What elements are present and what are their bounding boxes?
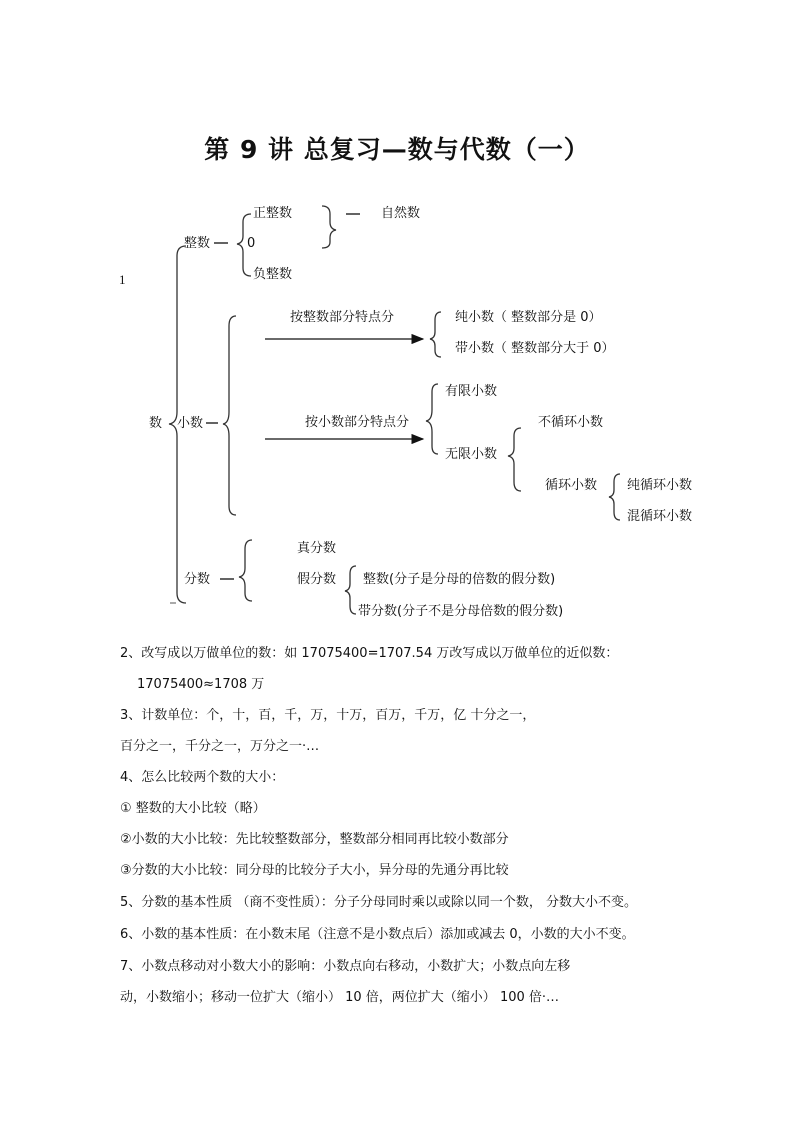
mixed-decimal-label: 带小数（ 整数部分大于 0） xyxy=(455,341,615,356)
natural-number-label: 自然数 xyxy=(381,206,421,221)
paragraph-4-item-1: ① 整数的大小比较（略） xyxy=(120,801,266,816)
repeating-brace xyxy=(609,474,620,520)
pure-decimal-label: 纯小数（ 整数部分是 0） xyxy=(455,310,602,325)
integer-improper-label: 整数(分子是分母的倍数的假分数) xyxy=(363,572,556,587)
paragraph-2: 2、改写成以万做单位的数：如 17075400=1707.54 万改写成以万做单位的近似数： xyxy=(120,646,619,661)
non-repeating-label: 不循环小数 xyxy=(538,415,604,430)
decimal-part-brace xyxy=(426,384,438,454)
improper-fraction-label: 假分数 xyxy=(297,572,337,587)
infinite-brace xyxy=(508,428,521,491)
positive-integer-label: 正整数 xyxy=(253,206,293,221)
page-title: 第 9 讲 总复习—数与代数（一） xyxy=(204,135,590,164)
paragraph-3-continued: 百分之一，千分之一，万分之一·… xyxy=(120,739,320,754)
pure-repeating-label: 纯循环小数 xyxy=(627,478,693,493)
paragraph-6: 6、小数的基本性质：在小数末尾（注意不是小数点后）添加或减去 0，小数的大小不变。 xyxy=(120,927,635,942)
natural-brace xyxy=(322,206,336,248)
fraction-label: 分数 xyxy=(184,572,211,587)
paragraph-4-item-3: ③分数的大小比较：同分母的比较分子大小，异分母的先通分再比较 xyxy=(120,863,509,878)
section-number: 1 xyxy=(119,272,126,287)
repeating-label: 循环小数 xyxy=(545,478,598,493)
by-decimal-part-label: 按小数部分特点分 xyxy=(305,415,410,430)
finite-decimal-label: 有限小数 xyxy=(445,384,498,399)
mixed-repeating-label: 混循环小数 xyxy=(627,509,693,524)
decimal-brace xyxy=(223,316,236,515)
paragraph-4-item-2: ②小数的大小比较：先比较整数部分，整数部分相同再比较小数部分 xyxy=(120,832,509,847)
root-label: 数 xyxy=(149,416,163,431)
fraction-brace xyxy=(239,540,252,601)
paragraph-5: 5、分数的基本性质 （商不变性质）：分子分母同时乘以或除以同一个数， 分数大小不变。 xyxy=(120,895,638,910)
paragraph-2-continued: 17075400≈1708 万 xyxy=(137,677,265,692)
infinite-decimal-label: 无限小数 xyxy=(445,447,498,462)
zero-label: 0 xyxy=(247,236,256,251)
improper-brace xyxy=(345,566,356,614)
negative-integer-label: 负整数 xyxy=(253,267,293,282)
paragraph-7: 7、小数点移动对小数大小的影响：小数点向右移动，小数扩大；小数点向左移 xyxy=(120,959,571,974)
paragraph-7-continued: 动，小数缩小；移动一位扩大（缩小） 10 倍，两位扩大（缩小） 100 倍·… xyxy=(120,990,560,1005)
mixed-number-label: 带分数(分子不是分母倍数的假分数) xyxy=(358,604,564,619)
by-integer-part-label: 按整数部分特点分 xyxy=(290,310,395,325)
paragraph-4: 4、怎么比较两个数的大小： xyxy=(120,770,285,785)
integer-part-brace xyxy=(430,312,441,357)
integer-label: 整数 xyxy=(184,236,211,251)
decimal-label: 小数 xyxy=(177,416,204,431)
proper-fraction-label: 真分数 xyxy=(297,541,337,556)
paragraph-3: 3、计数单位：个，十，百，千，万，十万，百万，千万，亿 十分之一， xyxy=(120,708,536,723)
